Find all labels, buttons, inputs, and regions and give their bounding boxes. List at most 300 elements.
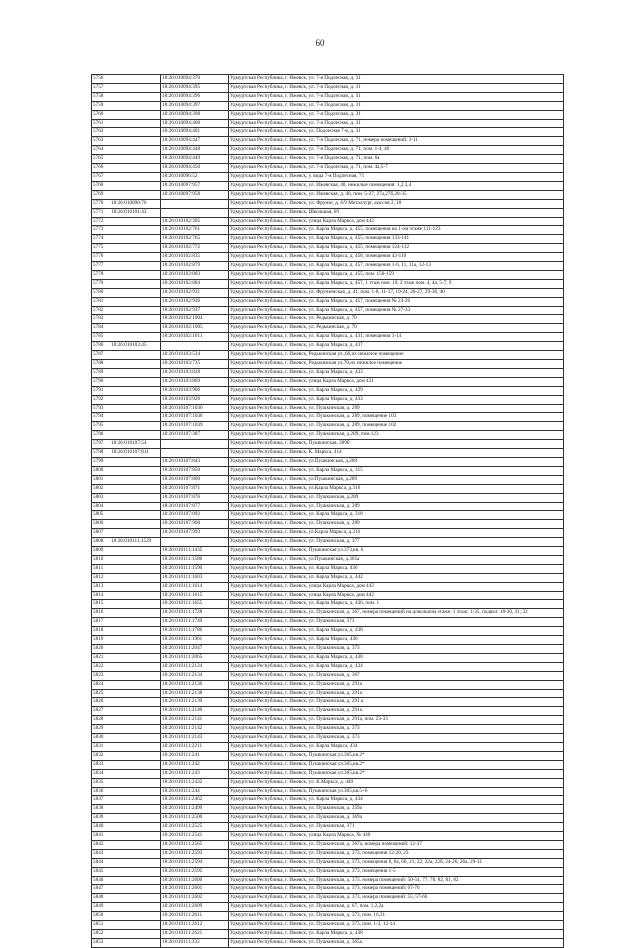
row-number-cell: 5796: [92, 431, 161, 440]
table-row: [92, 867, 564, 876]
cadastral-number-cell: 18:26:010107:877: [161, 502, 229, 511]
table-row: [92, 742, 564, 751]
cadastral-number-cell: 18:26:010107:892: [161, 511, 229, 520]
row-number-cell: 5818: [92, 627, 161, 636]
table-row: [92, 876, 564, 885]
row-number-cell: 5826: [92, 698, 161, 707]
cadastral-number-cell: 18:26:010102:765: [161, 235, 229, 244]
address-cell: Удмуртская Республика, г. Ижевск, ул. Карла Маркса, д. 433: [229, 368, 564, 377]
address-cell: Удмуртская Республика, г. Ижевск, ул. Карла Маркса, д. 442: [229, 573, 564, 582]
table-row: [92, 493, 564, 502]
row-number-cell: 5761: [92, 119, 161, 128]
cadastral-number-cell: 18:26:010094:398: [161, 110, 229, 119]
row-number-cell: 5815: [92, 600, 161, 609]
table-row: [92, 270, 564, 279]
table-row: [92, 208, 564, 217]
row-number-cell: 5833: [92, 760, 161, 769]
address-cell: Удмуртская Республика, г. Ижевск, ул. Карла Маркса, д. 455, помещения 124-132: [229, 244, 564, 253]
row-number-cell: 5809: [92, 547, 161, 556]
cadastral-number-cell: 18:26:010111:2612: [161, 921, 229, 930]
address-cell: Удмуртская Республика, г. Ижевск, ул. Пушкинская, д. 291а, пом. 23-33: [229, 716, 564, 725]
cadastral-number-cell: [161, 440, 229, 449]
table-row: [92, 431, 564, 440]
address-cell: Удмуртская Республика, г. Ижевск, ул. Карла Маркса, д. 436, пом. 1: [229, 600, 564, 609]
row-number-cell: 5812: [92, 573, 161, 582]
row-number-cell: 5844: [92, 858, 161, 867]
cadastral-number-cell: 18:26:010094:397: [161, 101, 229, 110]
row-number-cell: 5763: [92, 137, 161, 146]
cadastral-number-cell: 18:26:010111:1749: [161, 618, 229, 627]
address-cell: Удмуртская Республика, г. Ижевск, ул.Пушкинская, д.365а: [229, 555, 564, 564]
row-number-cell: 5781: [92, 297, 161, 306]
table-row: [92, 805, 564, 814]
cadastral-number-cell: 18:26:010096:52: [161, 172, 229, 181]
cadastral-number-cell: 18:26:010102:884: [161, 279, 229, 288]
row-number-cell: 5823: [92, 671, 161, 680]
address-cell: Удмуртская Республика, г. Ижевск, улица Карла Маркса, дом 431: [229, 377, 564, 386]
address-cell: Удмуртская Республика, г. Ижевск, Пушкинская ул.365,кв.2*: [229, 769, 564, 778]
cadastral-number-cell: 18:26:010111:2065: [161, 653, 229, 662]
cadastral-number-cell: 18:26:010107:876: [161, 493, 229, 502]
table-row: [92, 297, 564, 306]
cadastral-number-cell: 18:26:010107:850: [161, 466, 229, 475]
row-number-cell: 5787: [92, 351, 161, 360]
row-number-cell: 5837: [92, 796, 161, 805]
address-cell: Удмуртская Республика, г. Ижевск, ул. Пушкинская, д. 373, номера помещений: 55, 57-66: [229, 894, 564, 903]
table-row: [92, 457, 564, 466]
table-row: [92, 386, 564, 395]
address-cell: Удмуртская Республика, г. Ижевск, ул. 7-я Подлесная, д. 31: [229, 92, 564, 101]
table-row: [92, 244, 564, 253]
address-cell: Удмуртская Республика, г. Ижевск, ул. Пушкинская, д. 373, номера помещений: 50-54, 77, 78, 82, 81, 82: [229, 876, 564, 885]
cadastral-number-cell: 18:26:010107:843: [161, 457, 229, 466]
table-row: [92, 707, 564, 716]
table-row: [92, 181, 564, 190]
row-number-cell: 5849: [92, 903, 161, 912]
row-number-cell: 5852: [92, 930, 161, 939]
row-number: 5798: [93, 449, 104, 456]
row-number: 5770: [93, 199, 104, 206]
cadastral-number-cell: 18:26:010103:828: [161, 368, 229, 377]
address-cell: Удмуртская Республика, г. Ижевск, ул. Карла Маркса, д. 457, помещения № 27-33: [229, 306, 564, 315]
row-number-cell: 5853: [92, 938, 161, 947]
address-cell: Удмуртская Республика, г. Ижевск, ул. Фрунзенская, д. 41, пом. 1-8, 11-17, 19-24, 26-27, 29-38, 40: [229, 288, 564, 297]
address-cell: Удмуртская Республика, г. Ижевск, улица Карла Маркса, № 440: [229, 832, 564, 841]
cadastral-number-cell: [161, 538, 229, 547]
cadastral-number-cell: [161, 199, 229, 208]
cadastral-number-cell: 18:26:010094:370: [161, 75, 229, 84]
cadastral-number-cell: 18:26:010102:761: [161, 226, 229, 235]
row-number-cell: 5811: [92, 564, 161, 573]
row-number-cell: 5841: [92, 832, 161, 841]
row-number-cell: 5836: [92, 787, 161, 796]
address-cell: Удмуртская Республика, г. Ижевск, ул. Пушкинская, д. 373, пом. 1-3, 12-14: [229, 921, 564, 930]
table-row: [92, 351, 564, 360]
row-number: 5808: [93, 538, 104, 545]
table-row: [92, 119, 564, 128]
table-row: [92, 164, 564, 173]
table-row: [92, 92, 564, 101]
cadastral-number-cell: 18:26:010102:879: [161, 262, 229, 271]
registry-table-body: [92, 75, 564, 948]
address-cell: Удмуртская Республика, г. Ижевск, ул. Пушкинская, д. 291 а: [229, 698, 564, 707]
table-row: [92, 930, 564, 939]
row-number-cell: 5767: [92, 172, 161, 181]
table-row: [92, 832, 564, 841]
row-number-cell: [92, 449, 161, 458]
table-row: [92, 618, 564, 627]
address-cell: Удмуртская Республика, г. Ижевск, ул. Пушкинская, д. 373, помещения 1-5: [229, 867, 564, 876]
table-row: [92, 315, 564, 324]
row-number-cell: [92, 538, 161, 547]
row-number-cell: 5802: [92, 484, 161, 493]
table-row: [92, 636, 564, 645]
row-number-cell: 5821: [92, 653, 161, 662]
row-number-cell: 5762: [92, 128, 161, 137]
address-cell: Удмуртская Республика, г. Ижевск, ул. Пушкинская, д. 377: [229, 538, 564, 547]
table-row: [92, 511, 564, 520]
row-number-cell: 5756: [92, 75, 161, 84]
table-row: [92, 627, 564, 636]
address-cell: Удмуртская Республика, г. Ижевск, Пушкинская ул.373,кв. 6: [229, 547, 564, 556]
cadastral-number-cell: 18:26:010111:332: [161, 938, 229, 947]
row-number-cell: 5757: [92, 83, 161, 92]
row-number-cell: 5792: [92, 395, 161, 404]
table-row: [92, 484, 564, 493]
table-row: [92, 885, 564, 894]
address-cell: Удмуртская Республика, г. Ижевск, ул. Пушкинская, 373: [229, 618, 564, 627]
address-cell: Удмуртская Республика, г. Ижевск, Школьная, 69: [229, 208, 564, 217]
address-cell: Удмуртская Республика, г. Ижевск, ул. Пушкинская, д. 373, номера помещений: 67-76: [229, 885, 564, 894]
cadastral-number-cell: 18:26:010111:1603: [161, 573, 229, 582]
address-cell: Удмуртская Республика, г. Ижевск, ул. Карла Маркса, д. 438: [229, 627, 564, 636]
address-cell: Удмуртская Республика, г. Ижевск, ул. 7-я Подлесная, д. 31: [229, 119, 564, 128]
row-number-cell: 5804: [92, 502, 161, 511]
address-cell: Удмуртская Республика, г. Ижевск, ул. Ижевская, д. 40, пом. 5-27, 27а,27б,28-35: [229, 190, 564, 199]
address-cell: Удмуртская Республика, г. Ижевск, ул. Карла Маркса, 436: [229, 636, 564, 645]
table-row: [92, 671, 564, 680]
table-row: [92, 342, 564, 351]
row-number-cell: 5828: [92, 716, 161, 725]
cadastral-number-cell: 18:26:010094:396: [161, 92, 229, 101]
row-number-cell: 5846: [92, 876, 161, 885]
address-cell: Удмуртская Республика, г. Ижевск, ул. Пушкинская, д. 373: [229, 725, 564, 734]
row-number-cell: 5800: [92, 466, 161, 475]
table-row: [92, 698, 564, 707]
address-cell: Удмуртская Республика, г. Ижевск, ул. Ижевская, 40, нежилые помещения: 1,2,3,4: [229, 181, 564, 190]
cadastral-number-cell: 18:26:010094:401: [161, 128, 229, 137]
land-cadastral-number: 18:26:010107:54: [111, 440, 147, 447]
table-row: [92, 751, 564, 760]
table-row: [92, 778, 564, 787]
row-number-cell: 5822: [92, 662, 161, 671]
table-row: [92, 573, 564, 582]
row-number-cell: 5775: [92, 244, 161, 253]
address-cell: Удмуртская Республика, г. Ижевск, ул. 7-я Подлесная, д. 71, номера помещений: 1-11: [229, 137, 564, 146]
cadastral-number-cell: 18:26:010111:1655: [161, 600, 229, 609]
address-cell: Удмуртская Республика, г. Ижевск, ул. Редькинская, д. 70: [229, 315, 564, 324]
table-row: [92, 796, 564, 805]
table-row: [92, 555, 564, 564]
address-cell: Удмуртская Республика, г. Ижевск, Пушкинская ул.365,кв.5+6: [229, 787, 564, 796]
row-number-cell: 5835: [92, 778, 161, 787]
address-cell: Удмуртская Республика, г. Ижевск, ул. Карла Маркса, д. 318: [229, 511, 564, 520]
address-cell: Удмуртская Республика, г. Ижевск, Редькинская ул.,66,их нежилое помещение: [229, 351, 564, 360]
row-number-cell: 5805: [92, 511, 161, 520]
cadastral-number-cell: 18:26:010111:2139: [161, 698, 229, 707]
address-cell: Удмуртская Республика, г. Ижевск, ул. Карла Маркса, д. 458, помещения 42-110: [229, 253, 564, 262]
cadastral-number-cell: 18:26:010103:534: [161, 351, 229, 360]
address-cell: Удмуртская Республика, г. Ижевск, ул. Пушкинская, д. 373, пом. 16,31: [229, 912, 564, 921]
row-number-cell: 5825: [92, 689, 161, 698]
land-cadastral-number: 18:26:010111:1529: [111, 538, 152, 545]
cadastral-number-cell: [161, 449, 229, 458]
row-number-cell: 5827: [92, 707, 161, 716]
address-cell: Удмуртская Республика, г. Ижевск, ул. 7-я Подлесная, д. 31: [229, 75, 564, 84]
table-row: [92, 538, 564, 547]
address-cell: Удмуртская Республика, г. Ижевск, ул. Пушкинская, д. 373: [229, 645, 564, 654]
cadastral-number-cell: 18:26:010111:2499: [161, 805, 229, 814]
address-cell: Удмуртская Республика, г. Ижевск, ул. Карла Маркса, д. 457, помещения № 23-26: [229, 297, 564, 306]
table-row: [92, 591, 564, 600]
cadastral-number-cell: 18:26:010111:2142: [161, 725, 229, 734]
cadastral-number-cell: 18:26:010111:2609: [161, 903, 229, 912]
table-row: [92, 938, 564, 947]
row-number-cell: 5760: [92, 110, 161, 119]
cadastral-number-cell: 18:26:010094:450: [161, 164, 229, 173]
row-number-cell: [92, 342, 161, 351]
row-number-cell: 5848: [92, 894, 161, 903]
row-number-cell: 5824: [92, 680, 161, 689]
cadastral-number-cell: 18:26:010111:2600: [161, 876, 229, 885]
address-cell: Удмуртская Республика, г. Ижевск, ул. Пушкинская, д.289: [229, 493, 564, 502]
row-number-cell: 5776: [92, 253, 161, 262]
row-number-cell: 5820: [92, 645, 161, 654]
address-cell: Удмуртская Республика, г. Ижевск, ул.Карла Маркса, д.316: [229, 529, 564, 538]
address-cell: Удмуртская Республика, г. Ижевск, Пушкинская ул.365,кв.2*: [229, 760, 564, 769]
row-number-cell: [92, 208, 161, 217]
table-row: [92, 858, 564, 867]
address-cell: Удмуртская Республика, г. Ижевск, ул. К.Маркса, д. 440: [229, 778, 564, 787]
registry-table: [91, 74, 564, 948]
cadastral-number-cell: 18:26:010102:772: [161, 244, 229, 253]
cadastral-number-cell: 18:26:010102:937: [161, 306, 229, 315]
row-number-cell: 5764: [92, 146, 161, 155]
table-row: [92, 689, 564, 698]
table-row: [92, 190, 564, 199]
cadastral-number-cell: 18:26:010111:1435: [161, 547, 229, 556]
address-cell: Удмуртская Республика, г. Ижевск, ул.Пушкинская, д.289: [229, 475, 564, 484]
row-number-cell: 5772: [92, 217, 161, 226]
address-cell: Удмуртская Республика, г. Ижевск, ул. Карла Маркса, д. 438: [229, 930, 564, 939]
cadastral-number-cell: 18:26:010111:1786: [161, 627, 229, 636]
cadastral-number-cell: 18:26:010102:883: [161, 270, 229, 279]
table-row: [92, 235, 564, 244]
row-number-cell: 5847: [92, 885, 161, 894]
address-cell: Удмуртская Республика, г. Ижевск, ул.Пушкинская, д.289: [229, 457, 564, 466]
land-cadastral-number: 18:26:010107:811: [111, 449, 149, 456]
address-cell: Удмуртская Республика, г. Ижевск, ул. 7-я Подлесная, д. 71, пом. 1-4, 46: [229, 146, 564, 155]
address-cell: Удмуртская Республика, г. Ижевск, ул. Пушкинская, д. 289, помещение 102: [229, 422, 564, 431]
table-row: [92, 288, 564, 297]
row-number-cell: 5813: [92, 582, 161, 591]
address-cell: Удмуртская Республика, г. Ижевск, ул. Карла Маркса, д. 457, помещения 1-6, 11, 11а, 12-13: [229, 262, 564, 271]
cadastral-number-cell: 18:26:010111:1961: [161, 636, 229, 645]
row-number-cell: 5840: [92, 823, 161, 832]
table-row: [92, 680, 564, 689]
cadastral-number-cell: 18:26:010111:2602: [161, 894, 229, 903]
row-number-cell: 5816: [92, 609, 161, 618]
table-row: [92, 582, 564, 591]
table-row: [92, 306, 564, 315]
row-number-cell: 5768: [92, 181, 161, 190]
table-row: [92, 217, 564, 226]
row-number-cell: 5810: [92, 555, 161, 564]
cadastral-number-cell: 18:26:010103:926: [161, 395, 229, 404]
cadastral-number-cell: 18:26:010111:241: [161, 751, 229, 760]
address-cell: Удмуртская Республика, г. Ижевск, ул. Пушкинская, д. 291а: [229, 680, 564, 689]
address-cell: Удмуртская Республика, г. Ижевск, ул. Карла Маркса, д. 434: [229, 662, 564, 671]
address-cell: Удмуртская Республика, г. Ижевск, ул. Пушкинская, д. 373, помещения 12-20, 23: [229, 849, 564, 858]
row-number-cell: 5831: [92, 742, 161, 751]
address-cell: Удмуртская Республика, г. Ижевск, ул. Карла Маркса, д. 455, помещения на 1-ом этаже 111-123: [229, 226, 564, 235]
cadastral-number-cell: 18:26:010102:931: [161, 288, 229, 297]
table-row: [92, 645, 564, 654]
table-row: [92, 440, 564, 449]
table-row: [92, 83, 564, 92]
cadastral-number-cell: 18:26:010107:871: [161, 484, 229, 493]
address-cell: Удмуртская Республика, г. Ижевск, улица Карла Маркса, дом 442: [229, 582, 564, 591]
address-cell: Удмуртская Республика, г. Ижевск, ул. Пушкинская, д. 359а: [229, 805, 564, 814]
address-cell: Удмуртская Республика, г. Ижевск, Редькинская ул.70,их нежилое помещение: [229, 360, 564, 369]
cadastral-number-cell: 18:26:010107:1039: [161, 422, 229, 431]
cadastral-number-cell: 18:26:010111:1590: [161, 564, 229, 573]
address-cell: Удмуртская Республика, г. Ижевск, улица Карла Маркса, дом 442: [229, 217, 564, 226]
table-row: [92, 520, 564, 529]
address-cell: Удмуртская Республика, г. Ижевск, ул. Пушкинская, д. 289: [229, 502, 564, 511]
address-cell: Удмуртская Республика, г. Ижевск, ул. Пушкинская, д. 365а: [229, 938, 564, 947]
table-row: [92, 449, 564, 458]
table-row: [92, 814, 564, 823]
table-row: [92, 226, 564, 235]
table-row: [92, 903, 564, 912]
cadastral-number-cell: 18:26:010102:1011: [161, 333, 229, 342]
cadastral-number-cell: [161, 208, 229, 217]
cadastral-number-cell: 18:26:010102:936: [161, 297, 229, 306]
table-row: [92, 466, 564, 475]
table-row: [92, 128, 564, 137]
row-number-cell: 5780: [92, 288, 161, 297]
table-row: [92, 725, 564, 734]
cadastral-number-cell: 18:26:010111:2601: [161, 885, 229, 894]
cadastral-number-cell: 18:26:010111:2500: [161, 814, 229, 823]
cadastral-number-cell: 18:26:010111:2134: [161, 671, 229, 680]
row-number-cell: 5803: [92, 493, 161, 502]
cadastral-number-cell: 18:26:010111:2611: [161, 912, 229, 921]
table-row: [92, 716, 564, 725]
address-cell: Удмуртская Республика, г. Ижевск, ул. Пушкинская, д. 367: [229, 671, 564, 680]
table-row: [92, 110, 564, 119]
row-number-cell: 5783: [92, 315, 161, 324]
table-row: [92, 422, 564, 431]
cadastral-number-cell: 18:26:010103:735: [161, 360, 229, 369]
row-number-cell: 5830: [92, 734, 161, 743]
row-number-cell: 5850: [92, 912, 161, 921]
table-row: [92, 502, 564, 511]
table-row: [92, 146, 564, 155]
row-number: 5786: [93, 342, 104, 349]
table-row: [92, 609, 564, 618]
table-row: [92, 137, 564, 146]
address-cell: Удмуртская Республика, г. Ижевск, ул. Пушкинская, д. 367, номера помещений на цокольном этаже: 1 этаж: 1-35, подвал: 18-20, 31, 32: [229, 609, 564, 618]
table-row: [92, 155, 564, 164]
cadastral-number-cell: 18:26:010111:2462: [161, 796, 229, 805]
cadastral-number-cell: 18:26:010107:993: [161, 529, 229, 538]
table-row: [92, 368, 564, 377]
table-row: [92, 787, 564, 796]
row-number-cell: [92, 199, 161, 208]
cadastral-number-cell: [161, 342, 229, 351]
table-row: [92, 769, 564, 778]
cadastral-number-cell: 18:26:010111:1586: [161, 555, 229, 564]
land-cadastral-number: 18:26:010101:43: [111, 208, 147, 215]
address-cell: Удмуртская Республика, г. Ижевск, ул. Пушкинская, д.289, пом.123: [229, 431, 564, 440]
cadastral-number-cell: 18:26:010111:2211: [161, 742, 229, 751]
cadastral-number-cell: 18:26:010111:1728: [161, 609, 229, 618]
table-row: [92, 324, 564, 333]
table-row: [92, 662, 564, 671]
table-row: [92, 413, 564, 422]
address-cell: Удмуртская Республика, г. Ижевск, ул. Пушкинская, д. 291а: [229, 707, 564, 716]
address-cell: Удмуртская Республика, г. Ижевск, ул. Пушкинская, д. 289: [229, 404, 564, 413]
cadastral-number-cell: 18:26:010111:2541: [161, 832, 229, 841]
cadastral-number-cell: 18:26:010111:2565: [161, 840, 229, 849]
table-row: [92, 760, 564, 769]
cadastral-number-cell: 18:26:010111:2593: [161, 849, 229, 858]
row-number-cell: 5851: [92, 921, 161, 930]
table-row: [92, 395, 564, 404]
address-cell: Удмуртская Республика, г. Ижевск, ул. Пушкинская, д. 369а: [229, 814, 564, 823]
row-number-cell: 5765: [92, 155, 161, 164]
address-cell: Удмуртская Республика, г. Ижевск, ул. 7-я Подлесная, д. 71, пом. 6а: [229, 155, 564, 164]
table-row: [92, 921, 564, 930]
cadastral-number-cell: 18:26:010111:2594: [161, 858, 229, 867]
row-number-cell: 5759: [92, 101, 161, 110]
address-cell: Удмуртская Республика, г. Ижевск, ул. Редькинская, д. 70: [229, 324, 564, 333]
cadastral-number-cell: 18:26:010111:2432: [161, 778, 229, 787]
address-cell: Удмуртская Республика, г. Ижевск, ул. Карла Маркса, д. 315: [229, 466, 564, 475]
table-row: [92, 262, 564, 271]
cadastral-number-cell: 18:26:010102:1005: [161, 324, 229, 333]
address-cell: Удмуртская Республика, г. Ижевск, ул. Карла Маркса, д. 431, помещения 1-14: [229, 333, 564, 342]
address-cell: Удмуртская Республика, г. Ижевск, ул. Карла Маркса, д. 434: [229, 796, 564, 805]
row-number-cell: 5791: [92, 386, 161, 395]
address-cell: Удмуртская Республика, г. Ижевск, ул. Подлесная 7-я, д. 31: [229, 128, 564, 137]
row-number-cell: 5769: [92, 190, 161, 199]
cadastral-number-cell: 18:26:010102:835: [161, 253, 229, 262]
row-number-cell: 5799: [92, 457, 161, 466]
row-number-cell: 5829: [92, 725, 161, 734]
address-cell: Удмуртская Республика, г. Ижевск, ул.Карла Маркса, д.316: [229, 484, 564, 493]
table-row: [92, 253, 564, 262]
address-cell: Удмуртская Республика, г. Ижевск, ул. Пушкинская, д. 289: [229, 520, 564, 529]
cadastral-number-cell: 18:26:010111:242: [161, 760, 229, 769]
table-row: [92, 840, 564, 849]
address-cell: Удмуртская Республика, г. Ижевск, Пушкинская, 289б: [229, 440, 564, 449]
address-cell: Удмуртская Республика, г. Ижевск, ул. Карла Маркса, д. 457, 1 этаж пом. 10, 2 этаж пом. 4, 4а, 5-7, 9: [229, 279, 564, 288]
cadastral-number-cell: 18:26:010111:244: [161, 787, 229, 796]
cadastral-number-cell: 18:26:010111:2124: [161, 662, 229, 671]
